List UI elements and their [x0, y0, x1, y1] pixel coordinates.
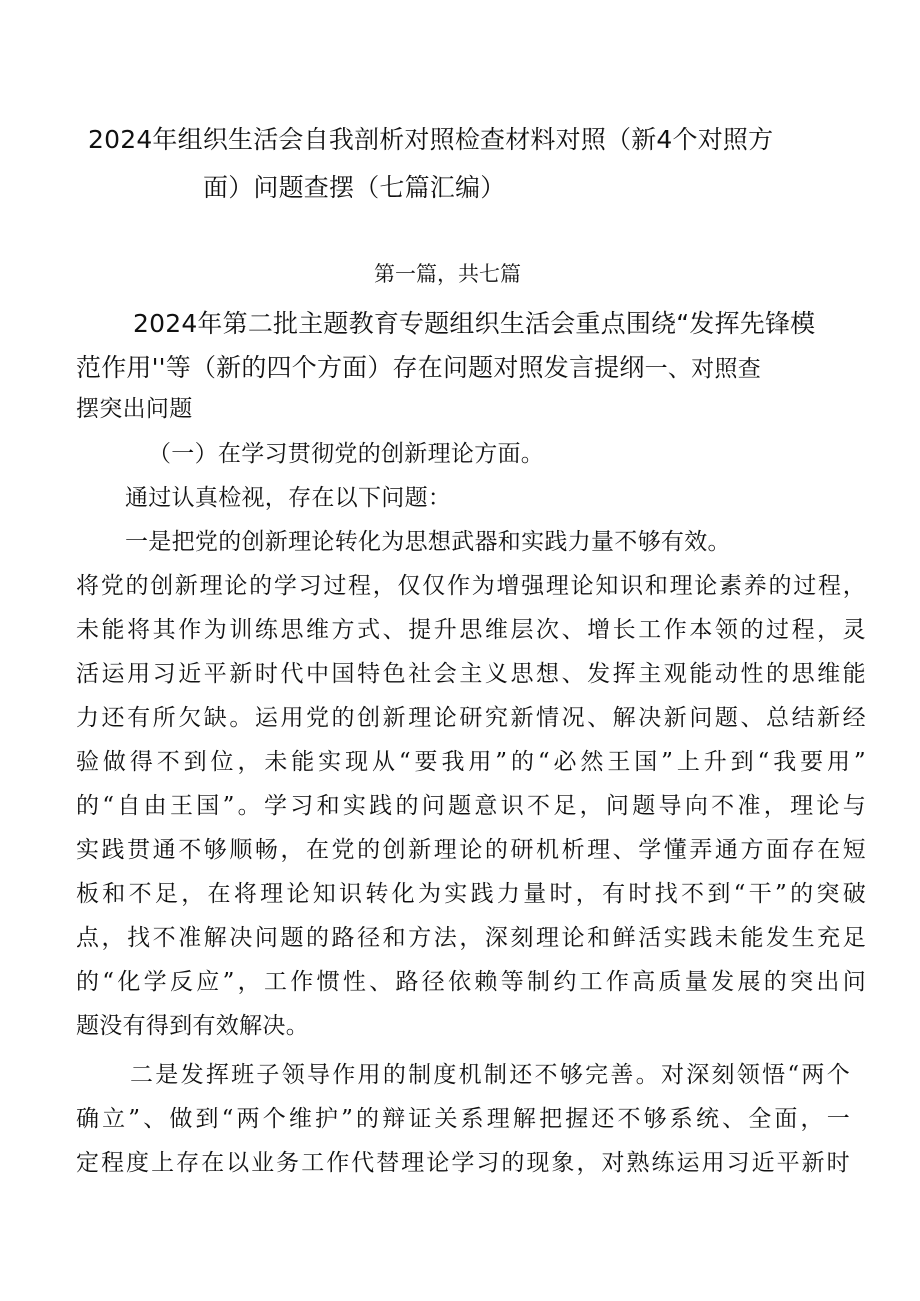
- heading-line-2: [76, 355, 761, 381]
- body-line: 验做得不到位，未能实现从“要我用”的“必然王国”上升到“我要用”: [76, 749, 866, 775]
- point2-line: 定程度上存在以业务工作代替理论学习的现象，对熟练运用习近平新时: [76, 1150, 850, 1176]
- subsection-title: （一）在学习贯彻党的创新理论方面。: [148, 441, 545, 467]
- intro-text: 通过认真检视，存在以下问题：: [125, 485, 452, 511]
- body-line: 的“自由王国”。学习和实践的问题意识不足，问题导向不准，理论与: [76, 793, 866, 819]
- body-line: 的“化学反应”，工作惯性、路径依赖等制约工作高质量发展的突出问: [76, 969, 866, 995]
- body-line: 力还有所欠缺。运用党的创新理论研究新情况、解决新问题、总结新经: [76, 705, 866, 731]
- document-title-line-1: 2024年组织生活会自我剖析对照检查材料对照（新4个对照方: [88, 125, 774, 154]
- heading-line-1: 2024年第二批主题教育专题组织生活会重点围绕“发挥先锋模: [133, 309, 816, 338]
- document-title-line-2: 面）问题查摆（七篇汇编）: [203, 173, 506, 202]
- point2-line: 确立”、做到“两个维护”的辩证关系理解把握还不够系统、全面，一: [76, 1106, 850, 1132]
- body-line: 活运用习近平新时代中国特色社会主义思想、发挥主观能动性的思维能: [76, 661, 866, 687]
- point1-lead: 一是把党的创新理论转化为思想武器和实践力量不够有效。: [125, 529, 731, 555]
- body-line: 实践贯通不够顺畅，在党的创新理论的研机析理、学懂弄通方面存在短: [76, 837, 866, 863]
- heading-line-2-sans: 范作用''等（新的四个方面）存在问题对照发言提纲: [76, 353, 645, 382]
- point2-line: 二是发挥班子领导作用的制度机制还不够完善。对深刻领悟“两个: [130, 1062, 850, 1088]
- body-line: 未能将其作为训练思维方式、提升思维层次、增长工作本领的过程，灵: [76, 617, 866, 643]
- body-line: 题没有得到有效解决。: [76, 1013, 309, 1039]
- heading-line-2-serif: 一、对照查: [644, 356, 762, 382]
- section-label: 第一篇，共七篇: [374, 262, 521, 286]
- heading-line-3: 摆突出问题: [76, 396, 193, 422]
- body-line: 点，找不准解决问题的路径和方法，深刻理论和鲜活实践未能发生充足: [76, 925, 866, 951]
- body-line: 将党的创新理论的学习过程，仅仅作为增强理论知识和理论素养的过程，: [76, 573, 866, 599]
- body-line: 板和不足，在将理论知识转化为实践力量时，有时找不到“干”的突破: [76, 881, 866, 907]
